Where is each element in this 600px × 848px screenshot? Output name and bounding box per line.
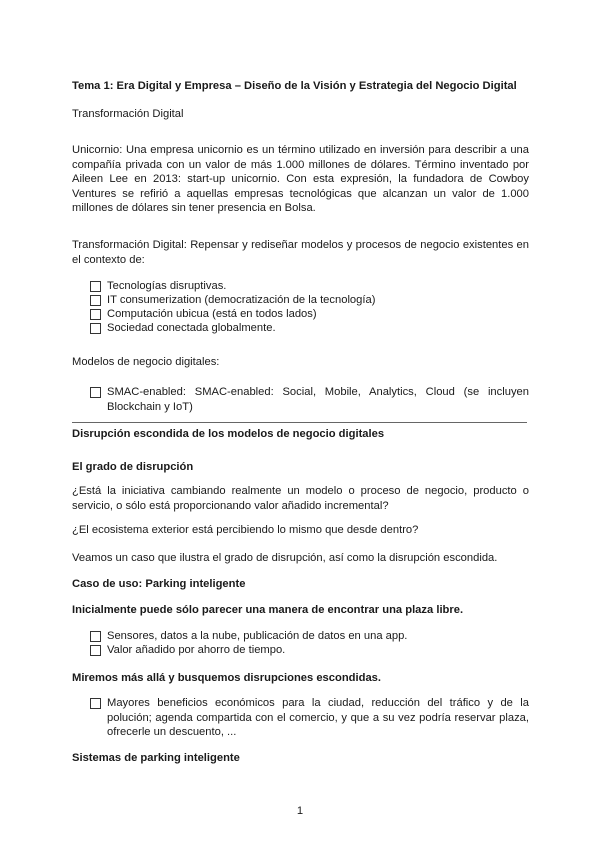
list-item: Mayores beneficios económicos para la ciudad, reducción del tráfico y de la polución; agenda compartida con el comercio, y que a su vez podría reservar plaza, ofrecerle un descuento, ... [90, 696, 529, 740]
checkbox-icon [90, 645, 101, 656]
checkbox-icon [90, 387, 101, 398]
unicornio-paragraph: Unicornio: Una empresa unicornio es un término utilizado en inversión para describir a una compañía privada con un valor de más 1.000 millones de dólares. Término inventado por Aileen Lee en 2013: start-up unicornio. Con esta expresión, la fundadora de Cowboy Ventures se refirió a aquellas empresas tecnológicas que alcanzan un valor de 1.000 millones de dólares sin tener presencia en Bolsa. [72, 144, 529, 215]
section-subtitle: Transformación Digital [72, 108, 184, 120]
checkbox-icon [90, 309, 101, 320]
transformacion-paragraph: Transformación Digital: Repensar y rediseñar modelos y procesos de negocio existentes en el contexto de: [72, 239, 529, 266]
document-title: Tema 1: Era Digital y Empresa – Diseño de la Visión y Estrategia del Negocio Digital [72, 80, 517, 92]
grado-heading: El grado de disrupción [72, 461, 194, 473]
list-item: SMAC-enabled: SMAC-enabled: Social, Mobile, Analytics, Cloud (se incluyen Blockchain y IoT) [90, 385, 529, 414]
inicial-heading: Inicialmente puede sólo parecer una manera de encontrar una plaza libre. [72, 604, 464, 616]
grado-paragraph-1: ¿Está la iniciativa cambiando realmente un modelo o proceso de negocio, producto o servicio, o sólo está proporcionando valor añadido incremental? [72, 485, 529, 512]
list-item: Tecnologías disruptivas. [90, 279, 529, 294]
page-number: 1 [296, 805, 304, 817]
disrupcion-heading: Disrupción escondida de los modelos de negocio digitales [72, 428, 385, 440]
caso-heading: Caso de uso: Parking inteligente [72, 578, 246, 590]
checkbox-icon [90, 323, 101, 334]
checkbox-icon [90, 698, 101, 709]
checkbox-icon [90, 295, 101, 306]
list-item: Computación ubicua (está en todos lados) [90, 307, 529, 322]
list-item: Sociedad conectada globalmente. [90, 321, 529, 336]
horizontal-divider [72, 422, 527, 423]
list-item: Valor añadido por ahorro de tiempo. [90, 643, 529, 658]
grado-paragraph-3: Veamos un caso que ilustra el grado de disrupción, así como la disrupción escondida. [72, 552, 498, 564]
miremos-heading: Miremos más allá y busquemos disrupciones escondidas. [72, 672, 382, 684]
checkbox-icon [90, 631, 101, 642]
grado-paragraph-2: ¿El ecosistema exterior está percibiendo lo mismo que desde dentro? [72, 524, 419, 536]
checkbox-icon [90, 281, 101, 292]
list-item: IT consumerization (democratización de la tecnología) [90, 293, 529, 308]
modelos-heading: Modelos de negocio digitales: [72, 356, 220, 368]
list-item: Sensores, datos a la nube, publicación de datos en una app. [90, 629, 529, 644]
sistemas-heading: Sistemas de parking inteligente [72, 752, 240, 764]
